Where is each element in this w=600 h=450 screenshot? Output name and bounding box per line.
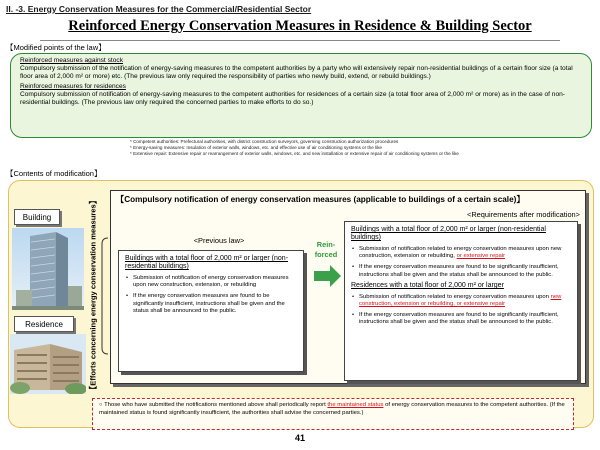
modified-points-label: 【Modified points of the law】 (6, 43, 106, 52)
requirements-after-box (344, 221, 578, 381)
previous-law-bullet: • If the energy conservation measures are found to be significantly insufficient, instructions shall be given and the status shall be announced to the public. (125, 293, 297, 316)
previous-law-box (118, 250, 304, 372)
bottom-note-prefix: ○ Those who have submitted the notifications mentioned above shall periodically report (99, 402, 326, 408)
building-photo (12, 228, 84, 310)
reinforced-label: Rein-forced (314, 240, 338, 259)
page-number: 41 (294, 433, 305, 443)
building-label: Building (14, 209, 60, 225)
requirements-buildings-heading: Buildings with a total floor of 2,000 m² or larger (non-residential buildings) (351, 226, 546, 242)
efforts-label-text: 【Efforts concerning energy conservation measures】 (88, 196, 98, 394)
requirements-bullet (351, 246, 571, 261)
req-building-bullet1-red: or extensive repair (456, 253, 506, 260)
requirements-bullet: • If the energy conservation measures are found to be significantly insufficient, instructions shall be given and the status shall be announced to the public. (351, 312, 571, 327)
contents-of-modification-label: 【Contents of modification】 (6, 169, 102, 178)
modified-points-box (10, 53, 592, 138)
title-divider (40, 40, 560, 41)
previous-law-bullet: • Submission of notification of energy conservation measures upon new construction, extension, or rebuilding (125, 275, 297, 290)
requirements-after-label: <Requirements after modification> (467, 210, 580, 219)
definition-notes (130, 139, 570, 158)
page-title: Reinforced Energy Conservation Measures in Residence & Building Sector (68, 18, 532, 34)
compulsory-notification-title: 【Compulsory notification of energy conservation measures (applicable to buildings of a certain scale)】 (116, 195, 525, 204)
req-residence-bullet1-text: Submission of notification related to energy conservation measures upon (359, 293, 549, 300)
residences-text: Compulsory submission of notification of energy-saving measures to the competent authorities for residences of a certain size (a total floor area of 2,000 m² or more) as in the case of non-residential buildings. (The previous law only required the concerned parties to make efforts to do so.) (20, 91, 565, 106)
periodic-report-note (92, 398, 574, 430)
req-residence-bullet1-red: new construction, extension or rebuilding, or extensive repair (359, 293, 562, 308)
residence-label: Residence (14, 316, 74, 332)
residences-heading: Reinforced measures for residences (20, 83, 126, 90)
note-item: * Competent authorities: Prefectural authorities, with district construction surveyors, governing construction authorization procedures (130, 139, 399, 144)
residence-photo (10, 334, 86, 394)
requirements-bullet: • If the energy conservation measures are found to be significantly insufficient, instructions shall be given and the status shall be announced to the public. (351, 264, 571, 279)
bottom-note-suffix: of energy conservation measures to the competent authorities. (If the maintained status is found significantly insufficient, the authorities shall advise the concerned parties.) (99, 402, 565, 416)
section-header: II. -3. Energy Conservation Measures for the Commercial/Residential Sector (6, 4, 312, 14)
reinforced-arrow-icon (314, 264, 342, 288)
bottom-note-highlight: the maintained status (327, 402, 384, 408)
stock-heading: Reinforced measures against stock (20, 57, 123, 64)
requirements-residences-heading: Residences with a total floor of 2,000 m² or larger (351, 282, 504, 290)
previous-law-heading: Buildings with a total floor of 2,000 m² or larger (non-residential buildings) (125, 255, 289, 271)
req-building-bullet1-text: Submission of notification related to energy conservation measures upon new construction, extension or rebuilding, (359, 245, 562, 260)
previous-law-label: <Previous law> (193, 236, 245, 245)
note-item: * Extensive repair: Extensive repair or rearrangement of exterior walls, windows, etc. and new installation or extensive repair of air conditioning systems or the like (130, 151, 459, 157)
note-item: * Energy-saving measures: Insulation of exterior walls, windows, etc. and effective use of air conditioning systems or the like (130, 145, 382, 151)
requirements-bullet (351, 294, 571, 309)
stock-text: Compulsory submission of the notification of energy-saving measures to the competent authorities by a party who will extensively repair non-residential buildings of a certain floor size (a total floor area of 2,000 m² or more) etc. (The previous law only required the responsibility of parties who newly build, extend, or rebuild buildings.) (20, 65, 573, 80)
